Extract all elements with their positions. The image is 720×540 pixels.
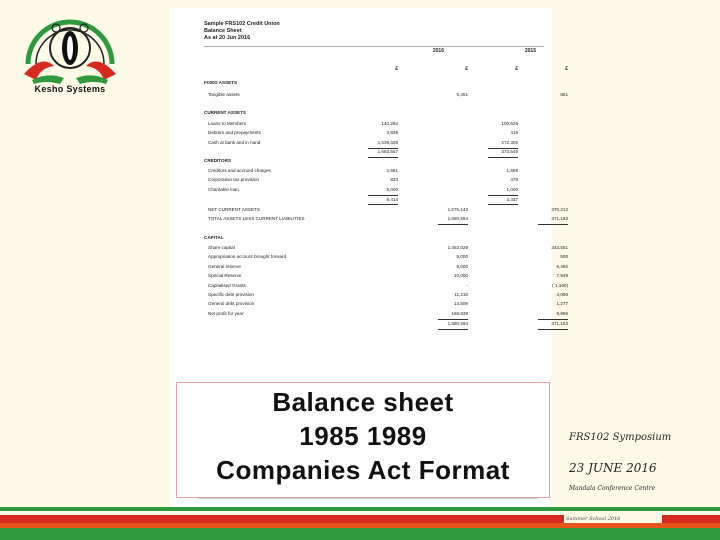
row-value: - [466,283,468,288]
row-label: Debtors and prepayments [208,130,261,135]
row-value: 1,675,143 [447,207,468,212]
row-label: Creditors and accrued charges [208,168,271,173]
section-heading [204,158,549,167]
kesho-systems-emblem-icon [14,14,126,86]
table-row [204,245,568,254]
subtotal-rule [368,195,398,196]
footer-name: Summer School 2016 [566,516,621,522]
row-value: 272,305 [501,140,518,145]
row-label: Share capital [208,245,235,250]
logo-text: Kesho Systems [34,84,106,94]
row-value: 8,414 [386,197,398,202]
subtotal-rule [438,224,468,225]
row-value: 3,337 [506,197,518,202]
row-value: 100,625 [501,121,518,126]
section-heading [204,80,549,89]
row-value: 9,000 [456,264,468,269]
row-label: TOTAL ASSETS LESS CURRENT LIABILITIES [208,216,305,221]
event-date: 23 JUNE 2016 [569,461,657,475]
subtotal-rule [488,148,518,149]
row-value: 10,000 [453,273,468,278]
row-value: 1,000 [506,187,518,192]
row-label: FIXED ASSETS [204,80,238,85]
row-value: 5,000 [456,254,468,259]
row-label: Appropriation account brought forward [208,254,287,259]
row-label: Corporation tax provision [208,177,260,182]
row-value: 373,549 [501,149,518,154]
caption-line-1: Balance sheet [272,387,454,417]
event-name: FRS102 Symposium [569,432,672,443]
row-value: 371,163 [551,216,568,221]
event-venue: Mandala Conference Centre [569,485,656,492]
row-value: 140,292 [381,121,398,126]
row-label: Capitalised Grants [208,283,246,288]
subtotal-rule [368,157,398,158]
row-label: General debt provision [208,301,255,306]
year-2015: 2015 [524,48,536,54]
table-row [204,292,568,301]
row-value: 1,683,557 [377,149,398,154]
row-value: 7,549 [556,273,568,278]
table-row [204,301,568,310]
table-row [204,168,549,177]
row-value: 478 [510,177,518,182]
table-row [204,311,568,320]
currency-col-4: £ [565,66,568,72]
row-label: Cash at bank and in hand [208,140,261,145]
year-2016: 2016 [432,48,444,54]
row-value: 6,492 [556,264,568,269]
sheet-date: As at 20 Jun 2016 [204,35,251,41]
row-value: 5,451 [456,92,468,97]
currency-col-3: £ [515,66,518,72]
row-value: 1,680,594 [447,216,468,221]
row-label: Tangible assets [208,92,240,97]
header-divider [204,46,544,47]
subtotal-rule [438,329,468,330]
row-value: 343,551 [551,245,568,250]
subtotal-rule [538,329,568,330]
table-row [204,121,549,130]
subtotal-rule [368,148,398,149]
currency-col-1: £ [395,66,398,72]
row-value: 851 [560,92,568,97]
caption-line-2: 1985 1989 [299,421,427,451]
subtotal-rule [538,319,568,320]
table-row [204,216,568,225]
sheet-subtitle: Balance Sheet [204,28,242,34]
row-label: NET CURRENT ASSETS [208,207,260,212]
row-value: 14,509 [453,301,468,306]
bottom-green-band [0,528,720,540]
kesho-systems-logo [14,14,126,100]
row-value: 371,163 [551,321,568,326]
table-row [204,130,549,139]
row-label: Specific debt provision [208,292,254,297]
row-value: 1,539,326 [377,140,398,145]
caption-line-3: Companies Act Format [216,455,510,485]
row-value: 3,939 [386,130,398,135]
row-value: 2,581 [386,168,398,173]
row-label: CAPITAL [204,235,224,240]
row-value: 4,096 [556,292,568,297]
row-label: Special Reserve [208,273,242,278]
document-footer-line [198,498,538,502]
subtotal-rule [368,204,398,205]
row-label: General reserve [208,264,241,269]
row-label: Charitable loan [208,187,239,192]
row-value: 168,838 [451,311,468,316]
table-row [204,264,568,273]
table-row [204,321,568,330]
row-value: 1,462,029 [447,245,468,250]
row-value: 1,680,594 [447,321,468,326]
subtotal-rule [488,195,518,196]
table-row [204,254,568,263]
sheet-title: Sample FRS102 Credit Union [204,21,280,27]
row-value: 11,218 [454,292,468,297]
row-value: 1,277 [556,301,568,306]
table-row [204,92,568,101]
table-row [204,177,549,186]
row-label: Loans to Members [208,121,247,126]
row-value: 500 [560,254,568,259]
row-value: 8,866 [556,311,568,316]
row-value: 370,212 [551,207,568,212]
row-value: 5,000 [386,187,398,192]
subtotal-rule [438,319,468,320]
row-value: ( 1,160) [552,283,568,288]
row-label: CURRENT ASSETS [204,110,246,115]
table-row [204,207,568,216]
section-heading [204,235,549,244]
row-label: CREDITORS [204,158,231,163]
subtotal-rule [488,204,518,205]
subtotal-rule [488,157,518,158]
row-label: Net profit for year [208,311,244,316]
section-heading [204,110,549,119]
subtotal-rule [538,224,568,225]
row-value: 419 [510,130,518,135]
caption-box [176,382,550,498]
currency-col-2: £ [465,66,468,72]
table-row [204,273,568,282]
row-value: 1,659 [506,168,518,173]
row-value: 833 [390,177,398,182]
table-row [204,283,568,292]
